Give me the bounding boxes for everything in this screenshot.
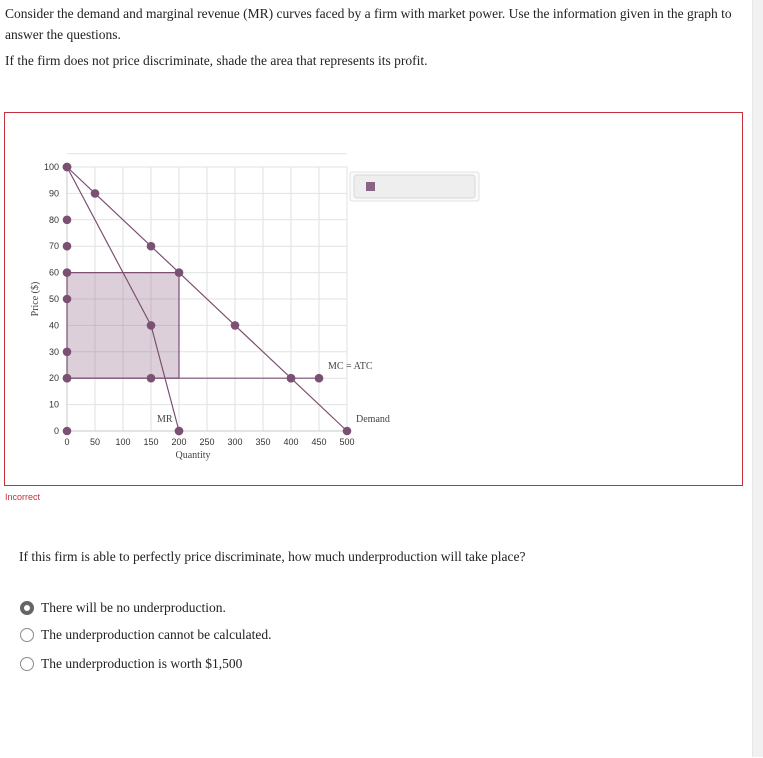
y-tick-label: 90: [48, 188, 59, 199]
radio-icon[interactable]: [20, 628, 34, 642]
data-point: [91, 189, 100, 198]
radio-selected-icon[interactable]: [20, 601, 34, 615]
x-tick-label: 350: [255, 437, 271, 447]
radio-icon[interactable]: [20, 657, 34, 671]
legend-swatch-icon: [366, 182, 375, 191]
y-tick-label: 0: [53, 426, 59, 436]
option-label: The underproduction cannot be calculated.: [41, 627, 272, 642]
y-tick-label: 50: [48, 294, 59, 304]
y-tick-label: 80: [48, 214, 59, 225]
y-tick-label: 20: [48, 373, 59, 384]
plot-extension: [347, 167, 483, 431]
scrollbar[interactable]: [752, 0, 763, 757]
series-label: MC = ATC: [328, 361, 373, 373]
option-worth-1500[interactable]: [20, 656, 242, 672]
y-tick-label: 70: [48, 241, 59, 252]
series-labels: [157, 361, 390, 425]
series-label: Demand: [356, 414, 390, 425]
x-tick-label: 50: [89, 437, 101, 447]
y-axis-point: [63, 427, 72, 436]
y-axis-point: [63, 295, 72, 304]
x-tick-label: 0: [64, 437, 70, 447]
y-tick-label: 40: [48, 320, 59, 331]
y-axis-point: [63, 348, 72, 357]
series-label: MR: [157, 414, 173, 425]
graph-panel: [4, 112, 743, 486]
x-tick-label: 200: [171, 437, 187, 447]
y-tick-label: 100: [43, 162, 59, 172]
y-axis-point: [63, 242, 72, 251]
option-cannot-calculate[interactable]: [20, 627, 272, 643]
x-tick-label: 300: [227, 437, 243, 447]
y-tick-label: 30: [48, 346, 59, 357]
x-tick-label: 500: [339, 437, 355, 447]
option-no-underproduction[interactable]: [20, 600, 226, 616]
x-tick-label: 250: [199, 437, 215, 447]
question2-text: If this firm is able to perfectly price discriminate, how much underproduction will take place?: [19, 549, 526, 564]
option-label: The underproduction is worth $1,500: [41, 656, 243, 671]
x-axis-label: Quantity: [175, 450, 211, 461]
data-point: [175, 268, 184, 277]
y-axis-point: [63, 268, 72, 277]
y-axis-point: [63, 216, 72, 225]
data-point: [147, 321, 156, 330]
data-point: [287, 374, 296, 383]
x-tick-label: 150: [143, 437, 159, 447]
status-incorrect: Incorrect: [5, 492, 41, 502]
data-point: [343, 427, 352, 436]
economics-chart[interactable]: [1, 1, 763, 758]
x-tick-label: 400: [283, 437, 299, 447]
y-axis-label: Price ($): [30, 281, 41, 317]
option-label: There will be no underproduction.: [41, 600, 226, 615]
question-instruction: If the firm does not price discriminate, shade the area that represents its profit.: [5, 53, 428, 68]
y-tick-label: 60: [48, 267, 59, 278]
y-tick-label: 10: [48, 399, 59, 410]
legend-box[interactable]: [350, 172, 479, 201]
data-point: [175, 427, 184, 436]
data-point: [147, 242, 156, 251]
data-point: [147, 374, 156, 383]
x-tick-label: 100: [115, 437, 131, 447]
data-point: [315, 374, 324, 383]
y-axis-point: [63, 374, 72, 383]
question-text: Consider the demand and marginal revenue (MR) curves faced by a firm with market power. Use the information given in the graph to answer the questions.: [5, 6, 732, 42]
y-axis-point: [63, 163, 72, 172]
data-point: [231, 321, 240, 330]
x-tick-label: 450: [311, 437, 327, 447]
profit-shaded-area[interactable]: [67, 273, 179, 379]
